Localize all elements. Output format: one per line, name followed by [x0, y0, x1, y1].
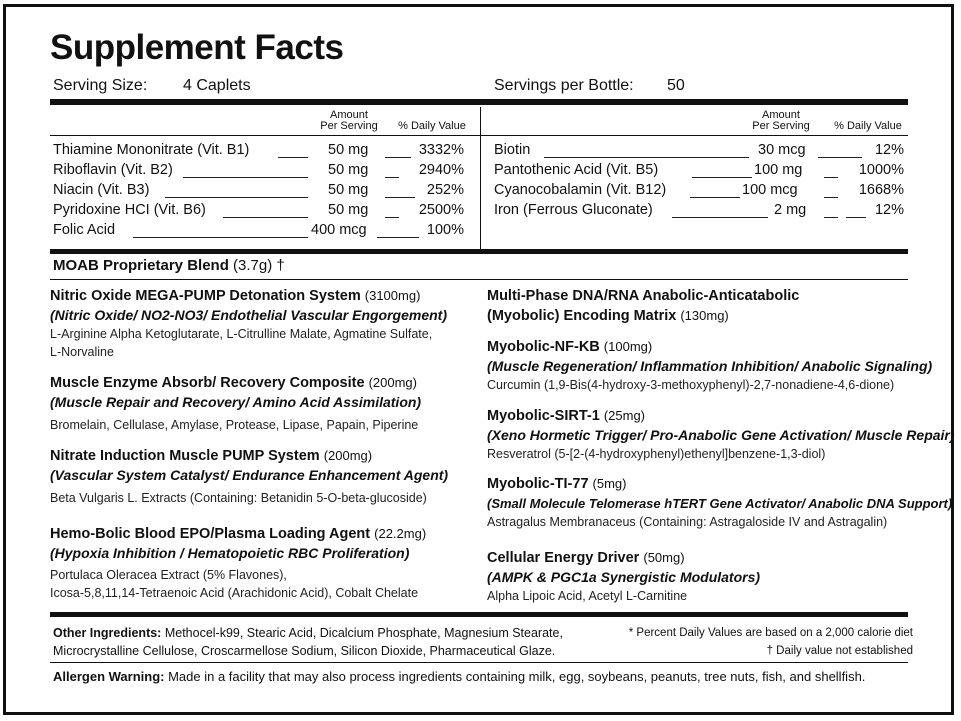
thick-rule — [50, 612, 908, 617]
nutrient-name: Folic Acid — [53, 222, 116, 238]
nutrient-row — [53, 182, 468, 202]
component-description: (Muscle Repair and Recovery/ Amino Acid Assimilation) — [50, 394, 422, 410]
other-ingredients-line2: Microcrystalline Cellulose, Croscarmellose Sodium, Silicon Dioxide, Pharmaceutical Glaze. — [53, 644, 556, 658]
blend-component — [487, 406, 955, 463]
nutrient-amount: 400 mcg — [311, 222, 367, 238]
amount-header-right: Amount Per Serving — [752, 109, 810, 132]
servings-per-bottle-value: 50 — [667, 77, 685, 94]
component-description: (Vascular System Catalyst/ Endurance Enhancement Agent) — [50, 467, 449, 483]
blend-component — [50, 446, 448, 507]
component-description: (Nitric Oxide/ NO2-NO3/ Endothelial Vascular Engorgement) — [50, 307, 448, 323]
nutrient-amount: 50 mg — [328, 182, 369, 198]
not-established-footnote: † Daily value not established — [766, 645, 913, 657]
component-description: (Small Molecule Telomerase hTERT Gene Activator/ Anabolic DNA Support) — [487, 496, 953, 511]
leader-line — [818, 157, 862, 158]
thick-rule — [50, 99, 908, 105]
blend-rule — [50, 279, 908, 280]
serving-size-label: Serving Size: — [53, 77, 148, 94]
component-name: Multi-Phase DNA/RNA Anabolic-Anticatabolic — [487, 288, 800, 304]
nutrient-name: Niacin (Vit. B3) — [53, 182, 150, 198]
nutrient-dv: 2940% — [418, 162, 464, 178]
daily-value-header-right: % Daily Value — [834, 120, 902, 132]
allergen-text: Made in a facility that may also process ingredients containing milk, egg, soybeans, peanuts, tree nuts, fish, and shellfish. — [168, 669, 866, 684]
leader-line — [824, 197, 838, 198]
nutrient-row — [53, 202, 468, 222]
serving-size-value: 4 Caplets — [183, 77, 251, 94]
component-description: (Hypoxia Inhibition / Hematopoietic RBC Proliferation) — [50, 545, 410, 561]
nutrient-name: Pantothenic Acid (Vit. B5) — [494, 162, 659, 178]
component-description: (Xeno Hormetic Trigger/ Pro-Anabolic Gene Activation/ Muscle Repair) — [487, 427, 955, 443]
nutrient-dv: 12% — [874, 142, 904, 158]
nutrient-amount: 50 mg — [328, 162, 369, 178]
nutrient-row — [494, 162, 908, 182]
blend-component — [487, 548, 760, 605]
component-name: Myobolic-TI-77 (5mg) — [487, 476, 627, 492]
leader-line — [385, 177, 399, 178]
nutrient-name: Pyridoxine HCI (Vit. B6) — [53, 202, 206, 218]
component-ingredients: Astragalus Membranaceus (Containing: Astragaloside IV and Astragalin) — [487, 515, 888, 529]
nutrient-name: Riboflavin (Vit. B2) — [53, 162, 173, 178]
blend-component — [487, 337, 932, 394]
blend-name: MOAB Proprietary Blend — [53, 257, 229, 274]
leader-line — [672, 217, 768, 218]
component-name-line2: (Myobolic) Encoding Matrix (130mg) — [487, 308, 729, 324]
leader-line — [544, 157, 749, 158]
leader-line — [377, 237, 419, 238]
allergen-label: Allergen Warning: — [53, 669, 165, 684]
nutrient-row — [494, 142, 908, 162]
nutrient-dv: 1000% — [858, 162, 904, 178]
component-description: (AMPK & PGC1a Synergistic Modulators) — [487, 569, 761, 585]
nutrient-name: Iron (Ferrous Gluconate) — [494, 202, 653, 218]
blend-component — [487, 474, 952, 531]
leader-line — [278, 157, 308, 158]
component-name: Hemo-Bolic Blood EPO/Plasma Loading Agent (22.2mg) — [50, 526, 427, 542]
other-ingredients: Other Ingredients: Methocel-k99, Stearic Acid, Dicalcium Phosphate, Magnesium Stearate, Microcrystalline Cellulose, Croscarmellose Sodium, Silicon Dioxide, Pharmaceutical Glaze. — [53, 626, 563, 658]
nutrient-row — [53, 162, 468, 182]
nutrient-row — [53, 222, 468, 242]
header-rule — [50, 135, 908, 136]
daily-value-header-left: % Daily Value — [398, 120, 466, 132]
nutrient-row — [494, 182, 908, 202]
component-name: Nitrate Induction Muscle PUMP System (200mg) — [50, 448, 373, 464]
nutrient-name: Thiamine Mononitrate (Vit. B1) — [53, 142, 250, 158]
panel-title: Supplement Facts — [50, 28, 344, 67]
nutrient-row — [53, 142, 468, 162]
nutrient-amount: 30 mcg — [758, 142, 806, 158]
leader-line — [385, 197, 415, 198]
component-name: Myobolic-SIRT-1 (25mg) — [487, 408, 646, 424]
leader-line — [385, 157, 411, 158]
leader-line — [183, 177, 308, 178]
component-ingredients: Resveratrol (5-[2-(4-hydroxyphenyl)ethenyl]benzene-1,3-diol) — [487, 447, 826, 461]
allergen-warning — [53, 669, 865, 684]
nutrient-amount: 100 mg — [754, 162, 803, 178]
nutrient-amount: 100 mcg — [742, 182, 798, 198]
thick-rule — [50, 249, 908, 254]
blend-component — [50, 286, 447, 361]
nutrient-amount: 2 mg — [774, 202, 807, 218]
footnotes — [629, 624, 913, 660]
blend-component — [50, 524, 426, 602]
leader-line — [385, 217, 399, 218]
leader-line — [223, 217, 308, 218]
leader-line — [692, 177, 752, 178]
component-ingredients: Icosa-5,8,11,14-Tetraenoic Acid (Arachidonic Acid), Cobalt Chelate — [50, 586, 419, 600]
leader-line — [824, 177, 838, 178]
component-ingredients: Alpha Lipoic Acid, Acetyl L-Carnitine — [487, 589, 688, 603]
component-ingredients: Beta Vulgaris L. Extracts (Containing: Betanidin 5-O-beta-glucoside) — [50, 491, 427, 505]
column-divider — [480, 107, 481, 249]
component-ingredients: L-Norvaline — [50, 345, 114, 359]
nutrient-dv: 252% — [426, 182, 464, 198]
nutrient-name: Biotin — [494, 142, 531, 158]
component-description: (Muscle Regeneration/ Inflammation Inhibition/ Anabolic Signaling) — [487, 358, 933, 374]
nutrient-name: Cyanocobalamin (Vit. B12) — [494, 182, 667, 198]
daily-values-footnote: * Percent Daily Values are based on a 2,000 calorie diet — [628, 627, 913, 639]
nutrient-dv: 2500% — [418, 202, 464, 218]
blend-component — [50, 373, 421, 434]
nutrient-amount: 50 mg — [328, 202, 369, 218]
leader-line — [165, 197, 308, 198]
nutrient-amount: 50 mg — [328, 142, 369, 158]
component-name: Muscle Enzyme Absorb/ Recovery Composite (200mg) — [50, 375, 417, 391]
blend-amount: (3.7g) † — [233, 257, 285, 274]
component-name: Cellular Energy Driver (50mg) — [487, 550, 685, 566]
proprietary-blend-heading — [53, 257, 285, 274]
leader-line — [846, 217, 866, 218]
blend-component — [487, 287, 799, 326]
servings-per-bottle-label: Servings per Bottle: — [494, 77, 634, 94]
allergen-rule — [50, 662, 908, 663]
leader-line — [690, 197, 740, 198]
nutrient-dv: 100% — [426, 222, 464, 238]
component-ingredients: Curcumin (1,9-Bis(4-hydroxy-3-methoxyphenyl)-2,7-nonadiene-4,6-dione) — [487, 378, 895, 392]
component-ingredients: Portulaca Oleracea Extract (5% Flavones), — [50, 568, 287, 582]
leader-line — [133, 237, 308, 238]
component-name: Nitric Oxide MEGA-PUMP Detonation System (3100mg) — [50, 288, 421, 304]
nutrient-dv: 3332% — [418, 142, 464, 158]
amount-header-left: Amount Per Serving — [320, 109, 378, 132]
nutrient-dv: 1668% — [858, 182, 904, 198]
leader-line — [824, 217, 838, 218]
component-ingredients: Bromelain, Cellulase, Amylase, Protease, Lipase, Papain, Piperine — [50, 418, 419, 432]
other-ingredients-label: Other Ingredients: — [53, 626, 162, 640]
nutrient-dv: 12% — [874, 202, 904, 218]
component-name: Myobolic-NF-KB (100mg) — [487, 339, 653, 355]
component-ingredients: L-Arginine Alpha Ketoglutarate, L-Citrulline Malate, Agmatine Sulfate, — [50, 327, 433, 341]
nutrient-row — [494, 202, 908, 222]
